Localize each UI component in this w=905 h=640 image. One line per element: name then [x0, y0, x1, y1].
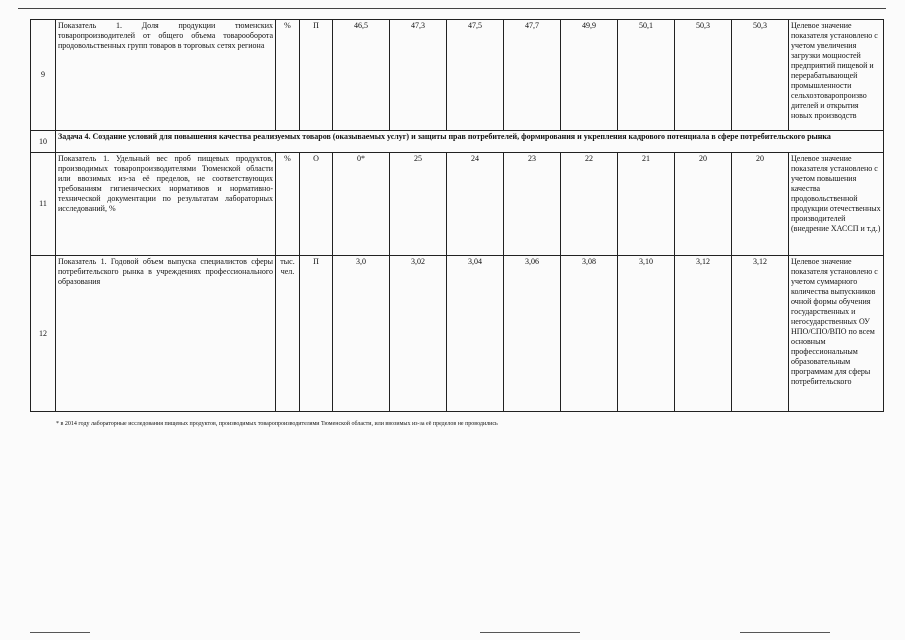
table-row	[31, 153, 884, 256]
row-number: 12	[31, 256, 56, 412]
page-bottom-line	[480, 632, 580, 633]
type-cell: П	[300, 256, 333, 412]
footnote: * в 2014 году лабораторные исследования пищевых продуктов, производимых товаропроизводителями Тюменской области, или ввозимых из-за её пределов не проводились	[56, 421, 498, 427]
value-cell: 46,5	[333, 20, 390, 131]
type-cell: О	[300, 153, 333, 256]
page-bottom-line	[740, 632, 830, 633]
page-bottom-line	[30, 632, 90, 633]
value-cell: 21	[618, 153, 675, 256]
task-heading: Задача 4. Создание условий для повышения качества реализуемых товаров (оказываемых услуг) и защиты прав потребителей, формирования и укрепления кадрового потенциала в сфере потребительского рынка	[56, 131, 884, 153]
table-row	[31, 256, 884, 412]
indicator-cell: Показатель 1. Годовой объем выпуска специалистов сферы потребительского рынка в учреждениях профессионального образования	[56, 256, 276, 412]
value-cell: 3,02	[390, 256, 447, 412]
value-cell: 3,12	[675, 256, 732, 412]
indicators-table	[30, 19, 884, 412]
value-cell: 24	[447, 153, 504, 256]
value-cell: 3,12	[732, 256, 789, 412]
unit-cell: %	[276, 20, 300, 131]
value-cell: 3,06	[504, 256, 561, 412]
indicator-cell: Показатель 1. Доля продукции тюменских товаропроизводителей от общего объема товарооборота продовольственных групп товаров в торговых сетях региона	[56, 20, 276, 131]
unit-cell: %	[276, 153, 300, 256]
value-cell: 22	[561, 153, 618, 256]
value-cell: 3,0	[333, 256, 390, 412]
page-top-line	[18, 8, 886, 9]
value-cell: 49,9	[561, 20, 618, 131]
value-cell: 20	[732, 153, 789, 256]
value-cell: 3,08	[561, 256, 618, 412]
value-cell: 47,5	[447, 20, 504, 131]
value-cell: 50,3	[732, 20, 789, 131]
value-cell: 47,7	[504, 20, 561, 131]
value-cell: 23	[504, 153, 561, 256]
value-cell: 25	[390, 153, 447, 256]
row-number: 9	[31, 20, 56, 131]
value-cell: 0*	[333, 153, 390, 256]
table-row	[31, 131, 884, 153]
indicator-cell: Показатель 1. Удельный вес проб пищевых продуктов, производимых товаропроизводителями Тюменской области или ввозимых из-за её пределов, не соответствующих требованиям гигиенических нормативов и нормативно-технической документации по результатам лабораторных исследований, %	[56, 153, 276, 256]
table-row	[31, 20, 884, 131]
value-cell: 3,04	[447, 256, 504, 412]
value-cell: 20	[675, 153, 732, 256]
value-cell: 50,1	[618, 20, 675, 131]
note-cell: Целевое значение показателя установлено с учетом суммарного количества выпускников очной формы обучения государственных и негосударственных ОУ НПО/СПО/ВПО по всем основным профессиональным образовательным программам для сферы потребительского	[789, 256, 884, 412]
row-number: 10	[31, 131, 56, 153]
value-cell: 50,3	[675, 20, 732, 131]
note-cell: Целевое значение показателя установлено с учетом увеличения загрузки мощностей предприятий пищевой и перерабатывающей промышленности сельхозтоваропроизво дителей и открытия новых производств	[789, 20, 884, 131]
note-cell: Целевое значение показателя установлено с учетом повышения качества продовольственной продукции отечественных производителей (внедрение ХАССП и т.д.)	[789, 153, 884, 256]
type-cell: П	[300, 20, 333, 131]
value-cell: 3,10	[618, 256, 675, 412]
value-cell: 47,3	[390, 20, 447, 131]
row-number: 11	[31, 153, 56, 256]
unit-cell: тыс. чел.	[276, 256, 300, 412]
